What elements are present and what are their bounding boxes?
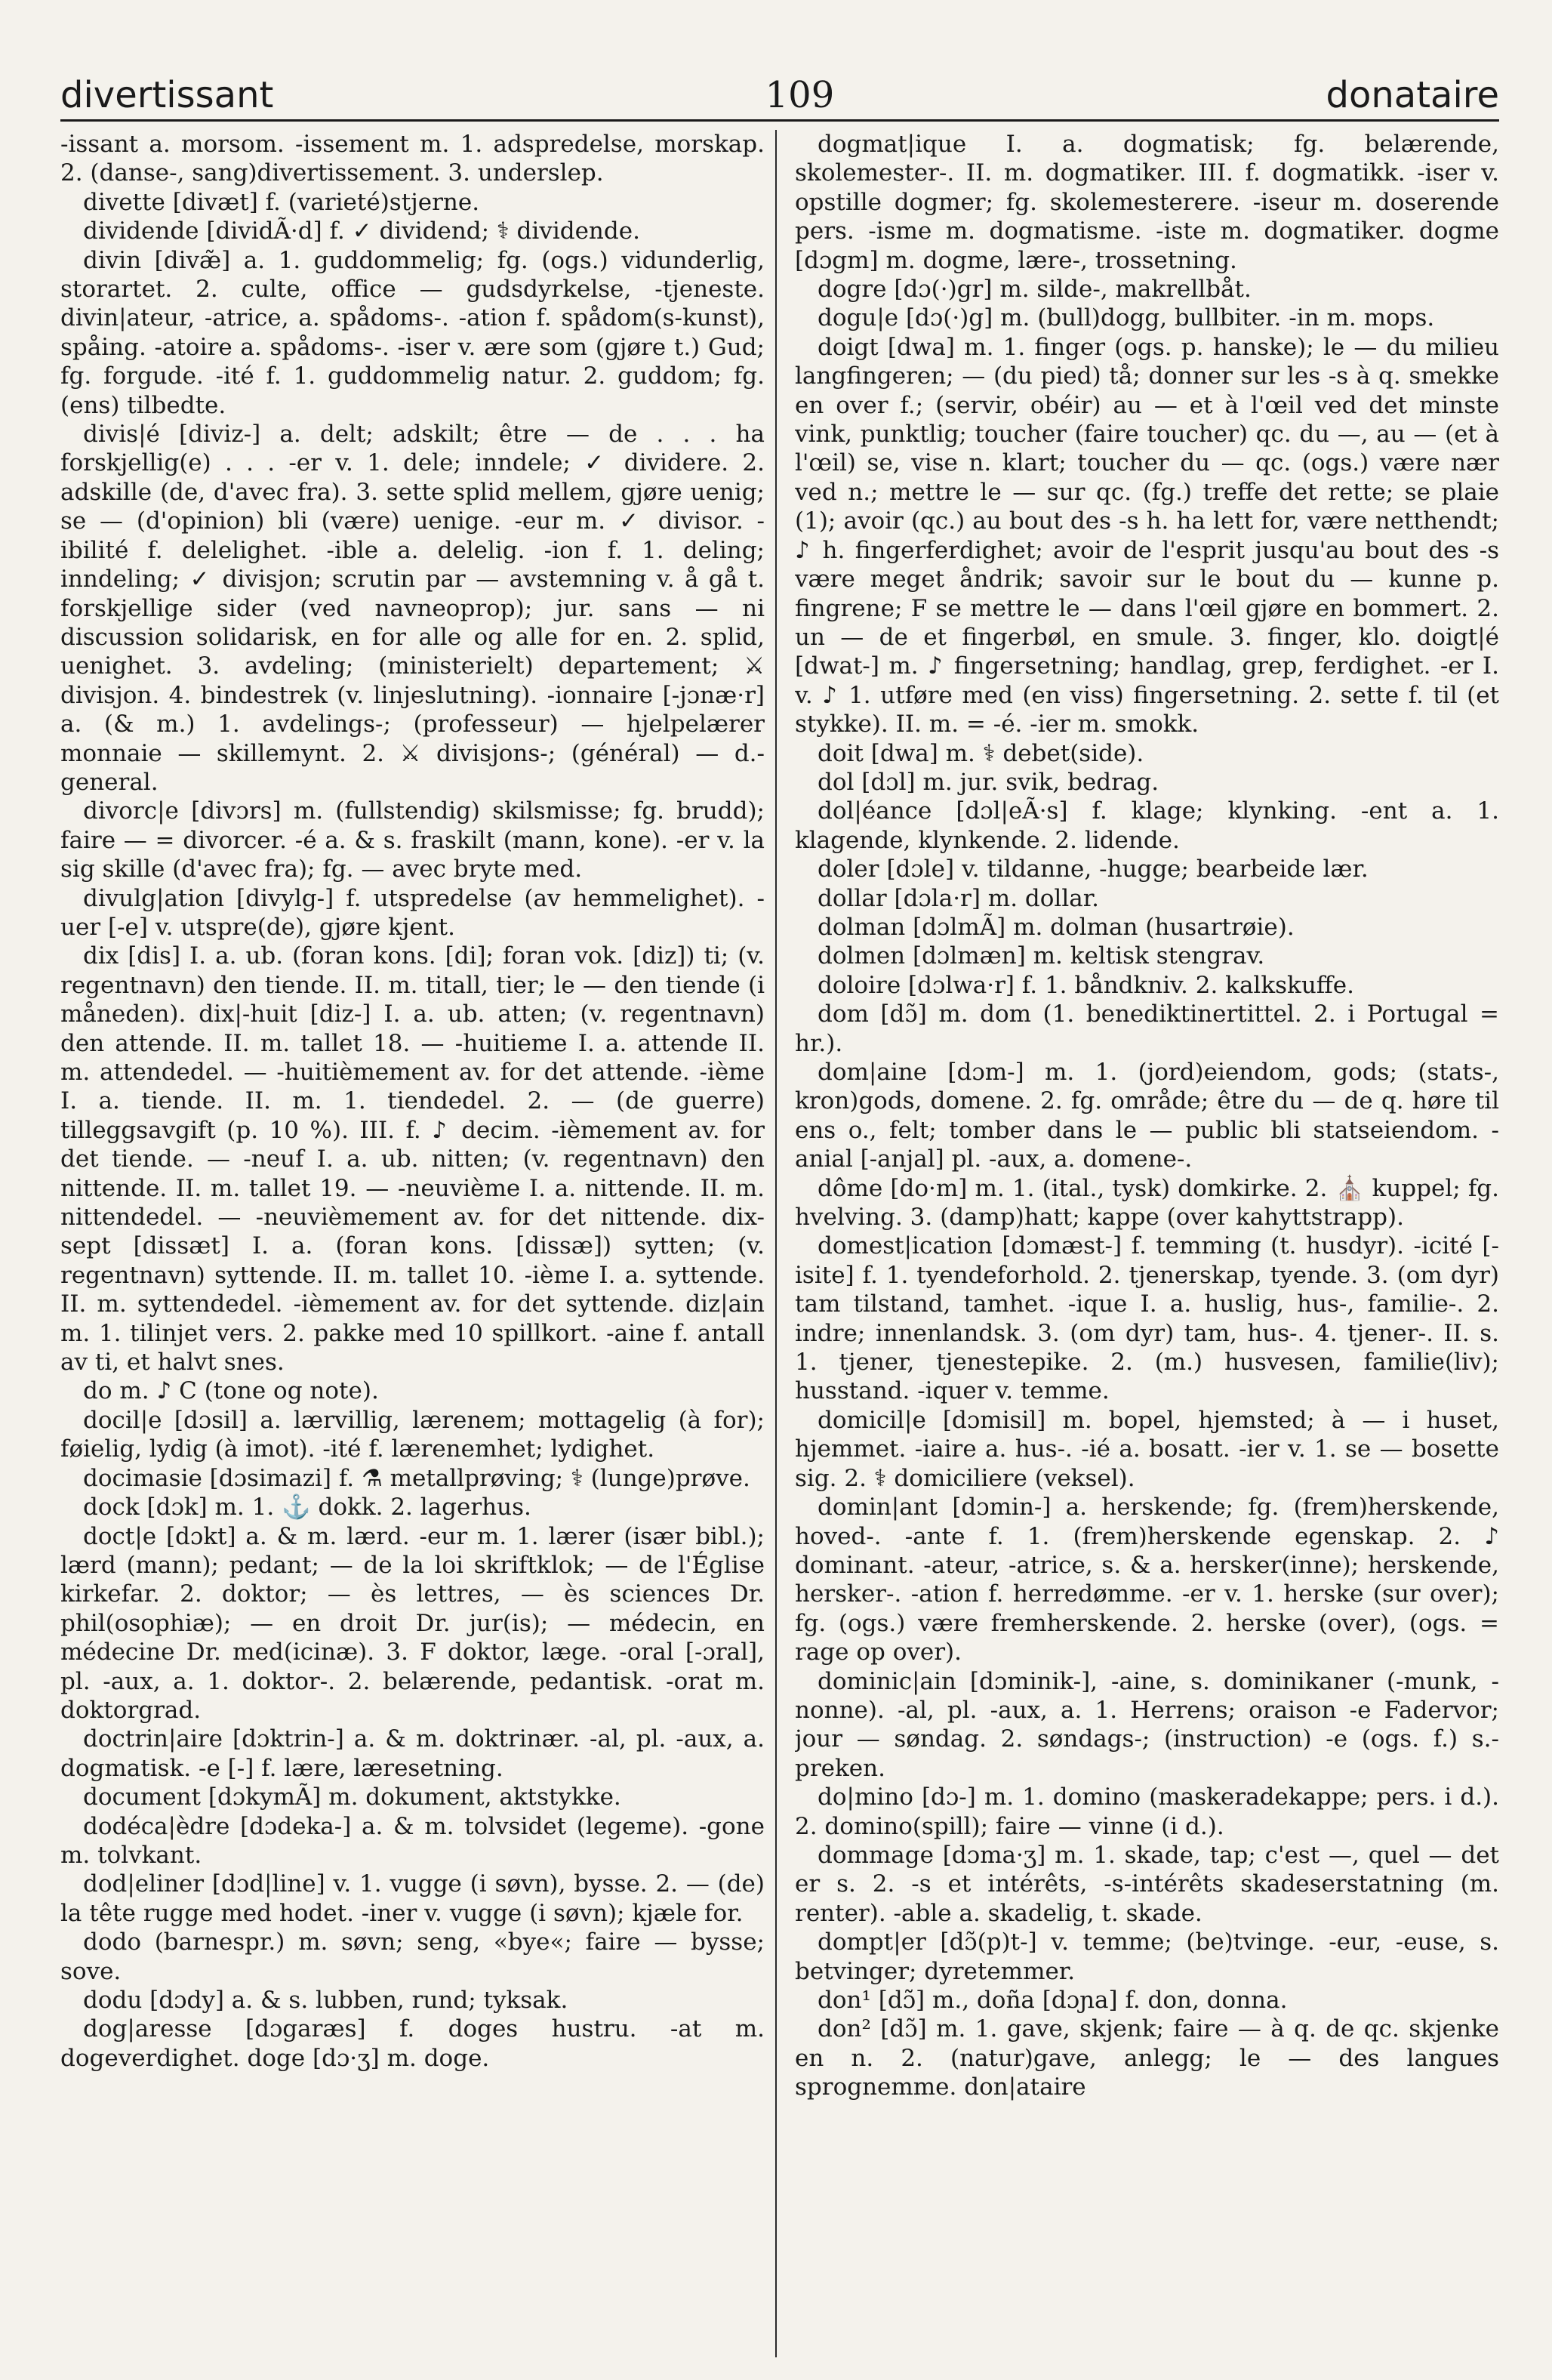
dictionary-entry: do m. ♪ C (tone og note). <box>83 1377 379 1405</box>
dictionary-entry: divin [divæ̃] a. 1. guddommelig; fg. (ogs.) vidunderlig, storartet. 2. culte, office — gudsdyrkelse, -tjeneste. divin|ateur, -atrice, a. spådoms-. -ation f. spådom(s-kunst), spåing. -atoire a. spådoms-. -iser v. ære som (gjøre t.) Gud; fg. forgude. -ité f. 1. guddommelig natur. 2. guddom; fg. (ens) tilbedte. <box>60 246 765 419</box>
dictionary-entry: dominic|ain [dɔminik-], -aine, s. dominikaner (-munk, -nonne). -al, pl. -aux, a. 1. Herrens; oraison -e Fadervor; jour — søndag. 2. søndags-; (instruction) -e (ogs. f.) s.-preken. <box>795 1667 1499 1782</box>
dictionary-entry: do|mino [dɔ-] m. 1. domino (maskeradekappe; pers. i d.). 2. domino(spill); faire — vinne (i d.). <box>795 1783 1499 1840</box>
dictionary-entry: dividende [dividÃ·d] f. ✓ dividend; ⚕ dividende. <box>83 217 640 245</box>
dictionary-entry: dol [dɔl] m. jur. svik, bedrag. <box>818 768 1159 796</box>
dictionary-entry: doigt [dwa] m. 1. finger (ogs. p. hanske); le — du milieu langfingeren; — (du pied) tå; donner sur les -s à q. smekke en over f.; (servir, obéir) au — et à l'œil ved det minste vink, punktlig; toucher (faire toucher) qc. du —, au — (et à l'œil) se, vise n. klart; toucher du — qc. (ogs.) være nær ved n.; mettre le — sur qc. (fg.) treffe det rette; se plaie (1); avoir (qc.) au bout des -s h. ha lett for, være netthendt; ♪ h. fingerferdighet; avoir de l'esprit jusqu'au bout des -s være meget åndrik; savoir sur le bout du — kunne p. fingrene; F se mettre le — dans l'œil gjøre en bommert. 2. un — de et fingerbøl, en smule. 3. finger, klo. doigt|é [dwat-] m. ♪ fingersetning; handlag, grep, ferdighet. -er I. v. ♪ 1. utføre med (en viss) fingersetning. 2. sette f. til (et stykke). II. m. = -é. -ier m. smokk. <box>795 333 1499 738</box>
dictionary-entry: dogmat|ique I. a. dogmatisk; fg. belærende, skolemester-. II. m. dogmatiker. III. f. dogmatikk. -iser v. opstille dogmer; fg. skolemesterere. -iseur m. doserende pers. -isme m. dogmatisme. -iste m. dogmatiker. dogme [dɔgm] m. dogme, lære-, trossetning. <box>795 131 1499 274</box>
dictionary-entry: dodu [dɔdy] a. & s. lubben, rund; tyksak. <box>83 1987 568 2014</box>
dictionary-entry: docimasie [dɔsimazi] f. ⚗ metallprøving; ⚕ (lunge)prøve. <box>83 1464 750 1492</box>
dictionary-entry: divis|é [diviz-] a. delt; adskilt; être — de . . . ha forskjellig(e) . . . -er v. 1. dele; inndele; ✓ dividere. 2. adskille (de, d'avec fra). 3. sette splid mellem, gjøre uenig; se — (d'opinion) bli (være) uenige. -eur m. ✓ divisor. -ibilité f. delelighet. -ible a. delelig. -ion f. 1. deling; inndeling; ✓ divisjon; scrutin par — avstemning v. å gå t. forskjellige sider (ved navneoprop); jur. sans — ni discussion solidarisk, en for alle og alle for en. 2. splid, uenighet. 3. avdeling; (ministerielt) departement; ⚔ divisjon. 4. bindestrek (v. linjeslutning). -ionnaire [-jɔnæ·r] a. (& m.) 1. avdelings-; (professeur) — hjelpelærer monnaie — skillemynt. 2. ⚔ divisjons-; (général) — d.-general. <box>60 421 765 796</box>
dictionary-entry: dompt|er [dɔ̃(p)t-] v. temme; (be)tvinge. -eur, -euse, s. betvinger; dyretemmer. <box>795 1928 1499 1985</box>
dictionary-entry: domest|ication [dɔmæst-] f. temming (t. husdyr). -icité [-isite] f. 1. tyendeforhold. 2. tjenerskap, tyende. 3. (om dyr) tam tilstand, tamhet. -ique I. a. huslig, hus-, familie-. 2. indre; innenlandsk. 3. (om dyr) tam, hus-. 4. tjener-. II. s. 1. tjener, tjenestepike. 2. (m.) husvesen, familie(liv); husstand. -iquer v. temme. <box>795 1232 1499 1405</box>
left-column <box>60 130 765 2365</box>
right-column <box>795 130 1499 2365</box>
dictionary-entry: dodéca|èdre [dɔdeka-] a. & m. tolvsidet (legeme). -gone m. tolvkant. <box>60 1812 765 1869</box>
dictionary-entry: dom|aine [dɔm-] m. 1. (jord)eiendom, gods; (stats-, kron)gods, domene. 2. fg. område; être du — de q. høre til ens o., felt; tomber dans le — public bli statseiendom. -anial [-anjal] pl. -aux, a. domene-. <box>795 1059 1499 1173</box>
dictionary-entry: don¹ [dɔ̃] m., doña [dɔɲa] f. don, donna. <box>818 1987 1288 2014</box>
dictionary-entry: dodo (barnespr.) m. søvn; seng, «bye«; faire — bysse; sove. <box>60 1928 765 1985</box>
dictionary-entry: doloire [dɔlwa·r] f. 1. båndkniv. 2. kalkskuffe. <box>818 971 1355 999</box>
dictionary-entry: doct|e [dɔkt] a. & m. lærd. -eur m. 1. lærer (især bibl.); lærd (mann); pedant; — de la loi skriftklok; — de l'Église kirkefar. 2. doktor; — ès lettres, — ès sciences Dr. phil(osophiæ); — en droit Dr. jur(is); — médecin, en médecine Dr. med(icinæ). 3. F doktor, læge. -oral [-ɔral], pl. -aux, a. 1. doktor-. 2. belærende, pedantisk. -orat m. doktorgrad. <box>60 1522 765 1724</box>
dictionary-entry: dogu|e [dɔ(·)g] m. (bull)dogg, bullbiter. -in m. mops. <box>818 304 1435 332</box>
dictionary-entry: dog|aresse [dɔgaræs] f. doges hustru. -at m. dogeverdighet. doge [dɔ·ʒ] m. doge. <box>60 2015 765 2072</box>
dictionary-entry: doit [dwa] m. ⚕ debet(side). <box>818 739 1144 767</box>
dictionary-entry: dolman [dɔlmÃ] m. dolman (husartrøie). <box>818 913 1295 941</box>
dictionary-entry: dock [dɔk] m. 1. ⚓ dokk. 2. lagerhus. <box>83 1494 531 1521</box>
right-guide-word: donataire <box>1326 74 1499 116</box>
left-guide-word: divertissant <box>60 74 274 116</box>
dictionary-entry: domicil|e [dɔmisil] m. bopel, hjemsted; à — i huset, hjemmet. -iaire a. hus-. -ié a. bosatt. -ier v. 1. se — bosette sig. 2. ⚕ domiciliere (veksel). <box>795 1406 1499 1492</box>
dictionary-entry: dôme [do·m] m. 1. (ital., tysk) domkirke. 2. ⛪ kuppel; fg. hvelving. 3. (damp)hatt; kappe (over kahyttstrapp). <box>795 1174 1499 1232</box>
dictionary-entry: doctrin|aire [dɔktrin-] a. & m. doktrinær. -al, pl. -aux, a. dogmatisk. -e [-] f. lære, læresetning. <box>60 1725 765 1782</box>
dictionary-entry: don² [dɔ̃] m. 1. gave, skjenk; faire — à q. de qc. skjenke en n. 2. (natur)gave, anlegg; le — des langues sprognemme. don|ataire <box>795 2015 1499 2101</box>
dictionary-entry: dom [dɔ̃] m. dom (1. benediktinertittel. 2. i Portugal = hr.). <box>795 1000 1499 1057</box>
dictionary-entry: dommage [dɔma·ʒ] m. 1. skade, tap; c'est —, quel — det er s. 2. -s et intérêts, -s-intérêts skadeserstatning (m. renter). -able a. skadelig, t. skade. <box>795 1841 1499 1927</box>
dictionary-entry: document [dɔkymÃ] m. dokument, aktstykke. <box>83 1783 621 1811</box>
dictionary-entry: domin|ant [dɔmin-] a. herskende; fg. (frem)herskende, hoved-. -ante f. 1. (frem)herskende egenskap. 2. ♪ dominant. -ateur, -atrice, s. & a. hersker(inne); herskende, hersker-. -ation f. herredømme. -er v. 1. herske (sur over); fg. (ogs.) være fremherskende. 2. herske (over), (ogs. = rage op over). <box>795 1494 1499 1666</box>
dictionary-entry: dix [dis] I. a. ub. (foran kons. [di]; foran vok. [diz]) ti; (v. regentnavn) den tiende. II. m. titall, tier; le — den tiende (i måneden). dix|-huit [diz-] I. a. ub. atten; (v. regentnavn) den attende. II. m. tallet 18. — -huitieme I. a. attende II. m. attendedel. — -huitièmement av. for det attende. -ième I. a. tiende. II. m. 1. tiendedel. 2. — (de guerre) tilleggsavgift (p. 10 %). III. f. ♪ decim. -ièmement av. for det tiende. — -neuf I. a. ub. nitten; (v. regentnavn) den nittende. II. m. tallet 19. — -neuvième I. a. nittende. II. m. nittendedel. — -neuvièmement av. for det nittende. dix-sept [dissæt] I. a. (foran kons. [dissæ]) sytten; (v. regentnavn) syttende. II. m. tallet 10. -ième I. a. syttende. II. m. syttendedel. -ièmement av. for det syttende. diz|ain m. 1. tilinjet vers. 2. pakke med 10 spillkort. -aine f. antall av ti, et halvt snes. <box>60 942 765 1377</box>
dictionary-entry: divulg|ation [divylg-] f. utspredelse (av hemmelighet). -uer [-e] v. utspre(de), gjøre kjent. <box>60 884 765 941</box>
page-header <box>60 45 1499 122</box>
dictionary-entry: dol|éance [dɔl|eÃ·s] f. klage; klynking. -ent a. 1. klagende, klynkende. 2. lidende. <box>795 797 1499 854</box>
dictionary-entry: divorc|e [divɔrs] m. (fullstendig) skilsmisse; fg. brudd); faire — = divorcer. -é a. & s. fraskilt (mann, kone). -er v. la sig skille (d'avec fra); fg. — avec bryte med. <box>60 797 765 883</box>
dictionary-entry: dod|eliner [dɔd|line] v. 1. vugge (i søvn), bysse. 2. — (de) la tête rugge med hodet. -iner v. vugge (i søvn); kjæle for. <box>60 1870 765 1927</box>
dictionary-entry: divette [divæt] f. (varieté)stjerne. <box>83 188 480 216</box>
dictionary-entry: dogre [dɔ(·)gr] m. silde-, makrellbåt. <box>818 276 1252 304</box>
dictionary-entry: -issant a. morsom. -issement m. 1. adspredelse, morskap. 2. (danse-, sang)divertissement. 3. underslep. <box>60 131 765 187</box>
columns <box>60 130 1499 2365</box>
dictionary-entry: doler [dɔle] v. tildanne, -hugge; bearbeide lær. <box>818 856 1369 883</box>
dictionary-entry: dollar [dɔla·r] m. dollar. <box>818 884 1099 912</box>
dictionary-entry: docil|e [dɔsil] a. lærvillig, lærenem; mottagelig (à for); føielig, lydig (à imot). -ité f. lærenemhet; lydighet. <box>60 1406 765 1463</box>
page-number: 109 <box>765 74 835 116</box>
dictionary-entry: dolmen [dɔlmæn] m. keltisk stengrav. <box>818 942 1265 970</box>
